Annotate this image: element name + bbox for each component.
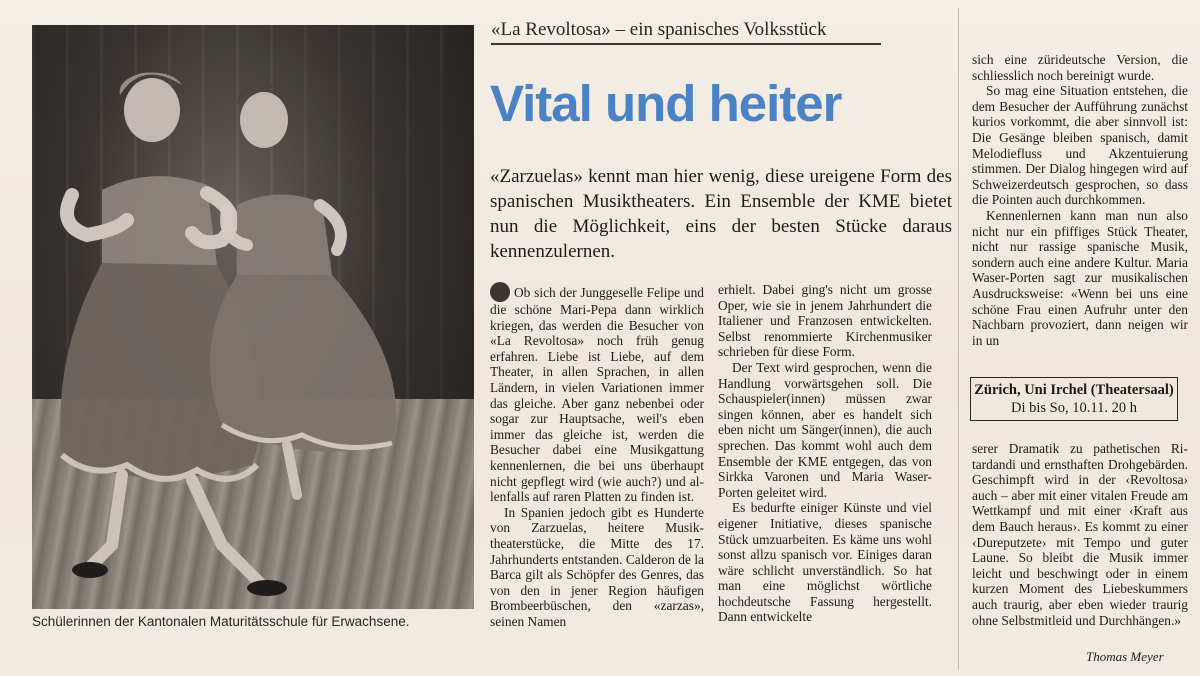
article-column-1 [490, 282, 704, 629]
article-author: Thomas Meyer [1086, 649, 1164, 664]
paragraph-text: Ob sich der Junggeselle Felipe und die schöne Mari-Pepa dann wirklich kriegen, das werden die Besucher von «La Revoltosa» noch früh genug erfahren. Liebe ist Liebe, auf dem Theater, in allen Sprachen, in allen Ländern, in vielen Variationen immer das gleiche. Aber ganz nebenbei oder sogar zur Hauptsache, weil's eben immer das gleiche ist, werden die Besucher dabei eine Musikgattung kennenlernen, die bei uns überhaupt nicht gepflegt wird (wie auch?) und allenfalls auf raren Platten zu finden ist. [490, 285, 704, 505]
article-headline: Vital und heiter [490, 75, 842, 132]
column-3-paragraph-3: Kennenlernen kann man nun also nicht nur ein pfiffiges Stück Theater, nicht nur rassige spanische Musik, sondern auch eine andere Kultur. Maria Waser-Porten sagt zur musikalischen Ausdrucksweise: «Wenn bei uns eine schöne Frau einen Aufruhr unter den Nachbarn provoziert, dann neigen wir in un [972, 207, 1188, 348]
article-lead: «Zarzuelas» kennt man hier wenig, diese ureigene Form des spanischen Musiktheaters. Ein Ensemble der KME bietet nun die Möglichkeit, eins der besten Stücke daraus kennenzulernen. [490, 166, 952, 262]
article-kicker: «La Revoltosa» – ein spanisches Volksstück [491, 19, 881, 45]
column-1-paragraph-2: In Spanien jedoch gibt es Hunderte von Zarzuelas, heitere Musiktheaterstücke, die Mitte des 17. Jahrhunderts entstanden. Calderon de la Barca gilt als Schöpfer des Genres, das von den in jener Region häufigen Brombeerbüschen, den «zarzas», seinen Namen [490, 504, 704, 629]
article-column-3 [972, 52, 1188, 348]
column-2-paragraph-1: erhielt. Dabei ging's nicht um grosse Oper, wie sie in jenem Jahrhundert die Italiener und Franzosen entwickelten. Selbst renommierte Kirchenmusiker schrieben für diese Form. [718, 282, 932, 360]
column-3-paragraph-1: sich eine züridеutsche Version, die schliesslich noch bereinigt wurde. [972, 52, 1188, 83]
article-column-4 [972, 441, 1188, 628]
dancers-illustration [32, 25, 474, 609]
right-dancer [210, 83, 396, 495]
paragraph-bullet-icon [490, 282, 510, 302]
event-info-box [970, 377, 1178, 421]
column-1-paragraph-1 [490, 282, 704, 505]
column-4-paragraph-1: serer Dramatik zu pathetischen Ritardandi und ernsthaften Drohgebärden. Geschimpft wird in der ‹Revoltosa› auch – aber mit einer vitalen Freude am Wettkampf und mit einer ‹Kraft aus dem Bauch heraus›. Es kommt zu einer ‹Dureputzete› mit Tempo und guter Laune. So bleibt die Musik immer leicht und beschwingt oder in einem kurzen Moment des Liebeskummers auch traurig, aber eben wieder traurig ohne Selbstmitleid und Durchhängen.» [972, 441, 1188, 628]
article-column-2 [718, 282, 932, 625]
column-2-paragraph-2: Der Text wird gesprochen, wenn die Handlung vorwärtsgehen soll. Die Schauspieler(innen) müssen zwar singen können, aber es handelt sich eben nicht um Sänger(innen), die auch sprechen. Das kommt wohl auch dem Ensemble der KME entgegen, das von Sirkka Varonen und Maria Waser-Porten geleitet wird. [718, 359, 932, 500]
column-2-paragraph-3: Es bedurfte einiger Künste und viel eigener Initiative, dieses spanische Stück umzuarbeiten. Es käme uns wohl sonst allzu spanisch vor. Einiges daran wäre schlicht unverständlich. So hat man eine möglichst wörtliche hochdeutsche Fassung hergestellt. Dann entwickelte [718, 500, 932, 625]
dancers-photo [32, 25, 474, 609]
photo-caption: Schülerinnen der Kantonalen Maturitätsschule für Erwachsene. [32, 614, 410, 629]
column-divider [958, 8, 959, 670]
event-venue: Zürich, Uni Irchel (Theatersaal) [974, 382, 1174, 398]
event-dates: Di bis So, 10.11. 20 h [1011, 400, 1137, 416]
column-3-paragraph-2: So mag eine Situation entstehen, die dem Besucher der Aufführung zunächst kurios vorkommt, die aber sinnvoll ist: Die Gesänge bleiben spanisch, damit Melodiefluss und Akzentuierung stimmen. Der Dialog hingegen wird auf Schweizerdeutsch gesprochen, so dass die Pointen auch durchkommen. [972, 83, 1188, 208]
